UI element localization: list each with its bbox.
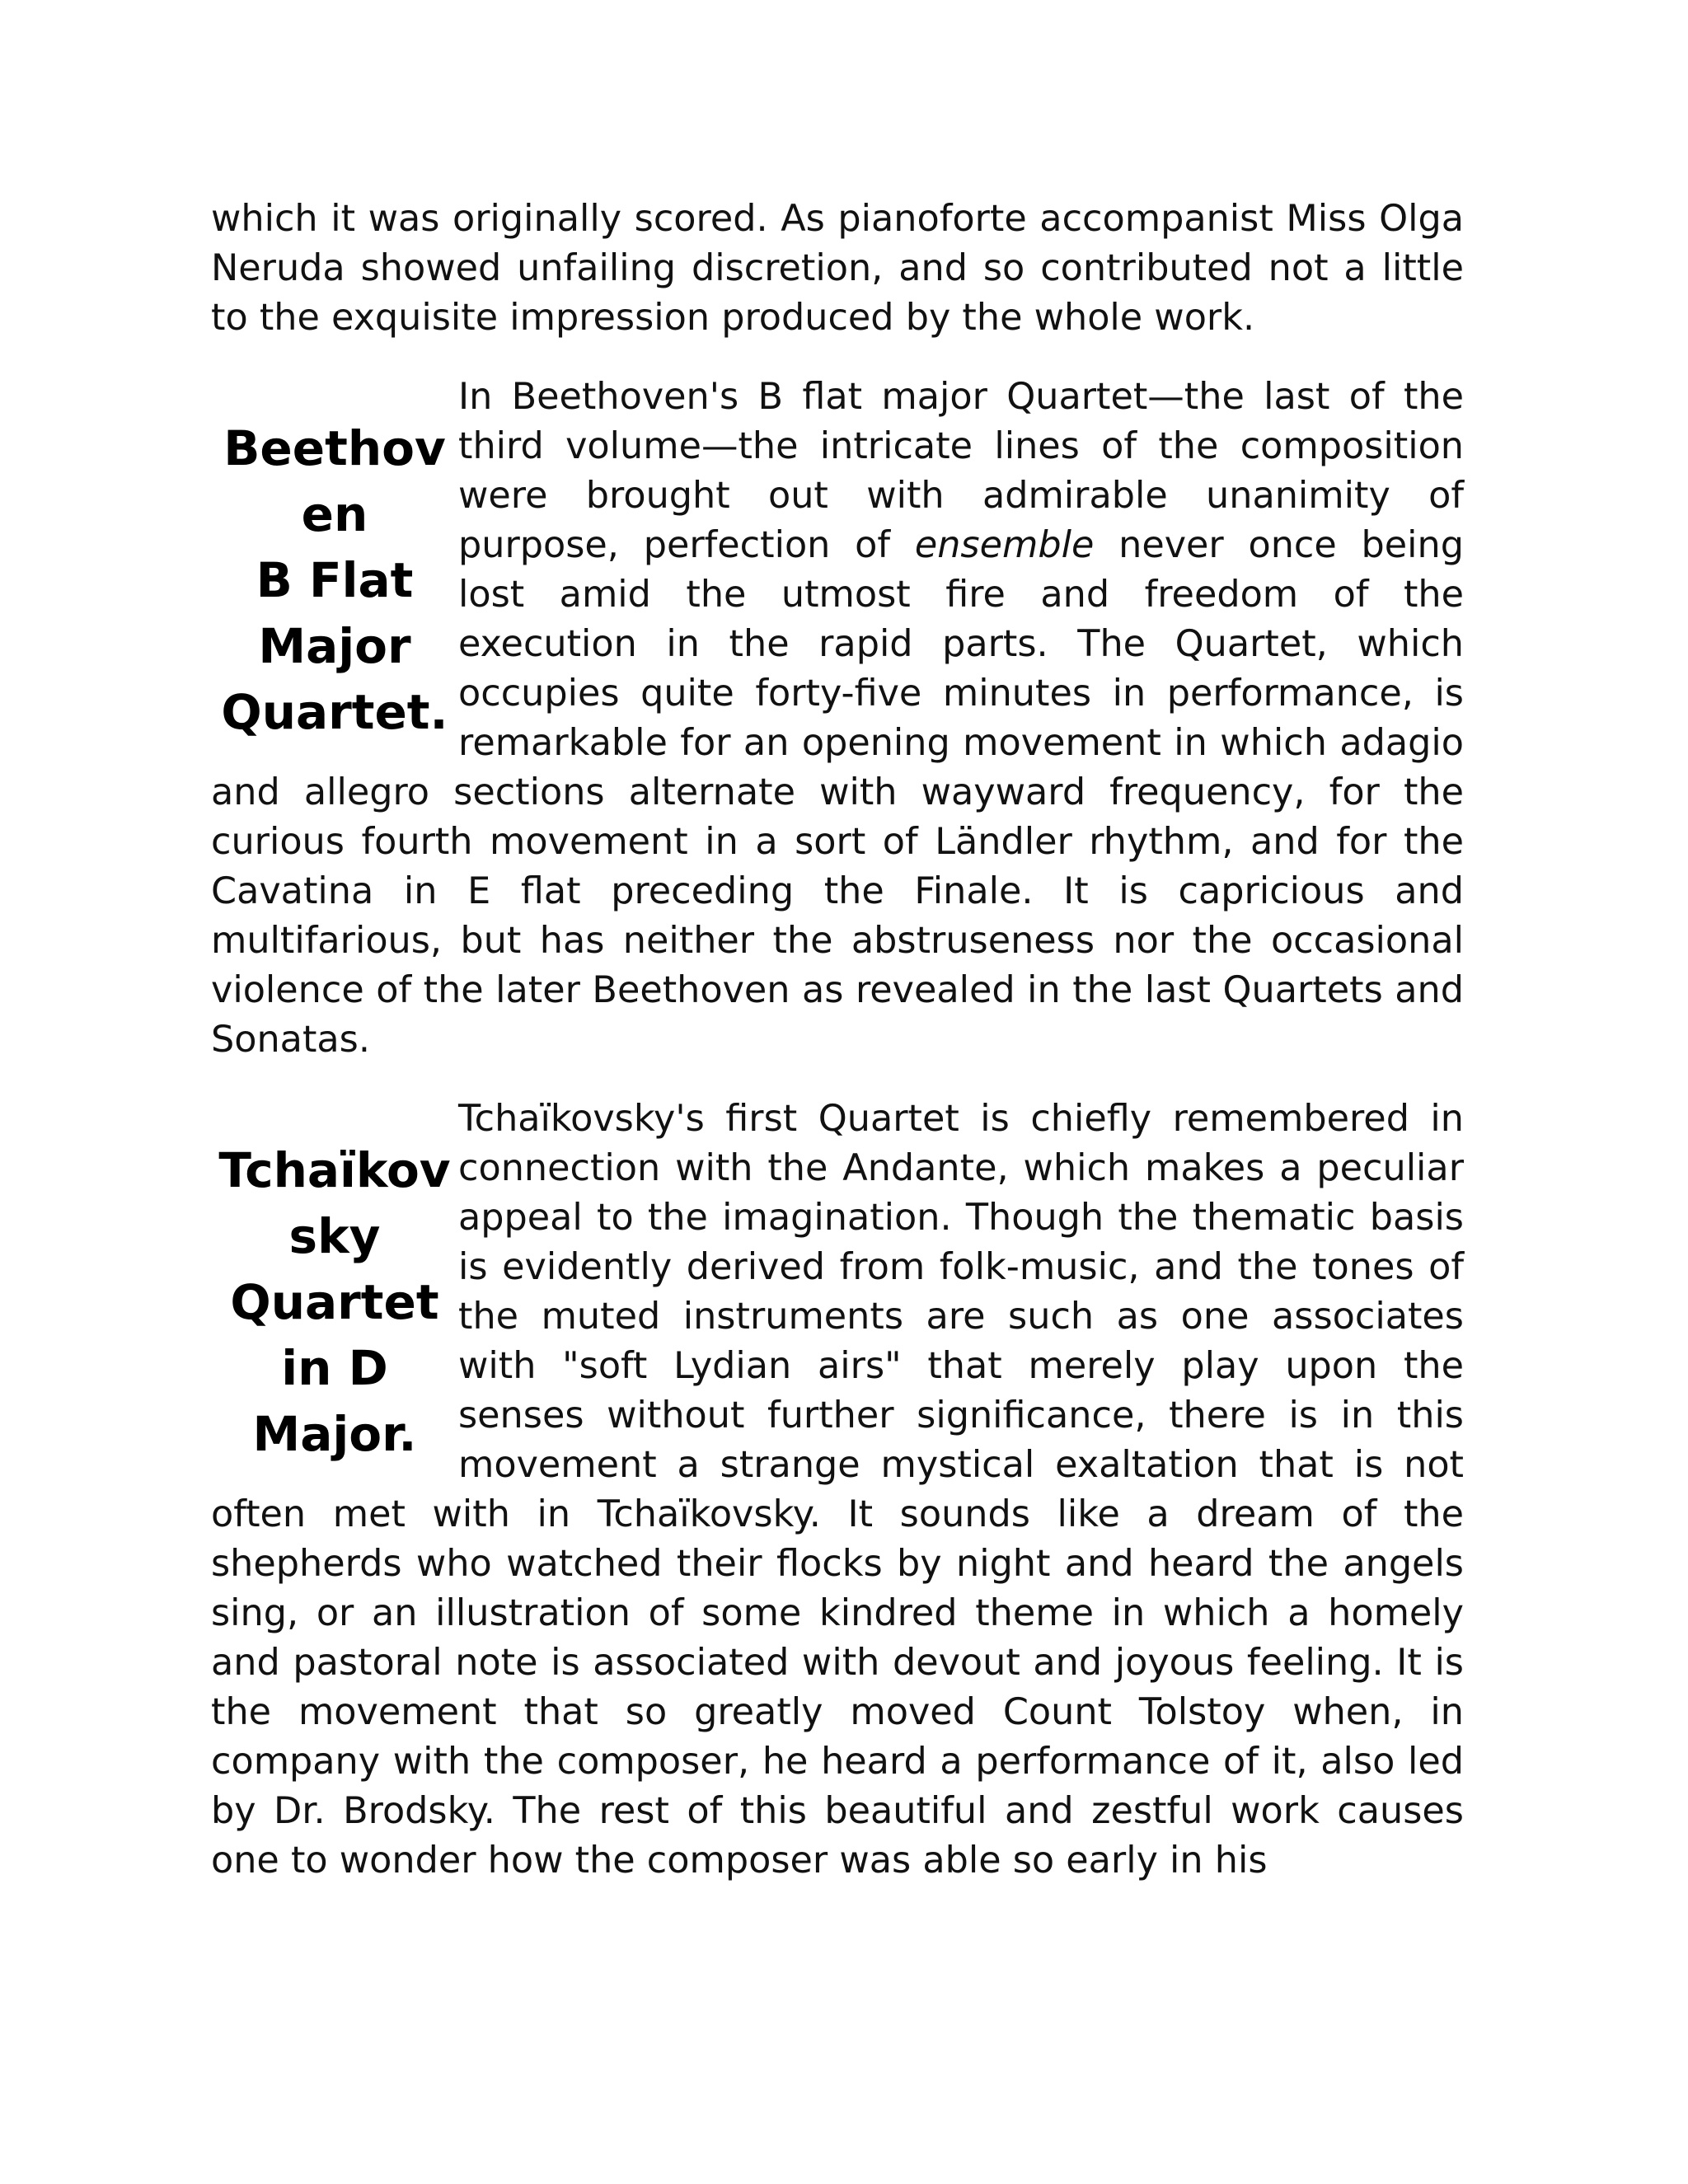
beethoven-text-part1: In Beethoven's B flat major Quartet—the last of the third volume—the intricate lines of the composition were brought out with admirable unanimity of purpose, perfection of <box>458 376 1464 566</box>
section-tchaikovsky <box>211 1094 1464 1886</box>
sidenote-beethoven <box>211 415 458 745</box>
beethoven-text-part2: never once being lost amid the utmost fire and freedom of the execution in the rapid parts. The Quartet, which occupies quite forty-five minutes in performance, is remarkable for an opening movement in which adagio and allegro sections alternate with wayward frequency, for the curious fourth movement in a sort of Ländler rhythm, and for the Cavatina in E flat preceding the Finale. It is capricious and multifarious, but has neither the abstruseness nor the occasional violence of the later Beethoven as revealed in the last Quartets and Sonatas. <box>211 524 1464 1061</box>
sidenote-line: Major <box>258 618 411 674</box>
sidenote-line: in D <box>281 1340 388 1396</box>
sidenote-line: B Flat <box>256 552 414 608</box>
opening-paragraph: which it was originally scored. As pianoforte accompanist Miss Olga Neruda showed unfailing discretion, and so contributed not a little to the exquisite impression produced by the whole work. <box>211 198 1464 339</box>
paragraph-gap <box>211 1065 1464 1094</box>
sidenote-line: Tchaïkovsky <box>218 1142 451 1264</box>
document-page <box>211 194 1464 1886</box>
sidenote-line: Major. <box>252 1406 417 1462</box>
tchaikovsky-paragraph: Tchaïkovsky's first Quartet is chiefly remembered in connection with the Andante, which makes a peculiar appeal to the imagination. Though the thematic basis is evidently derived from folk-music, and the tones of the muted instruments are such as one associates with "soft Lydian airs" that merely play upon the senses without further significance, there is in this movement a strange mystical exaltation that is not often met with in Tchaïkovsky. It sounds like a dream of the shepherds who watched their flocks by night and heard the angels sing, or an illustration of some kindred theme in which a homely and pastoral note is associated with devout and joyous feeling. It is the movement that so greatly moved Count Tolstoy when, in company with the composer, he heard a performance of it, also led by Dr. Brodsky. The rest of this beautiful and zestful work causes one to wonder how the composer was able so early in his <box>211 1098 1464 1882</box>
section-beethoven <box>211 373 1464 1065</box>
sidenote-line: Beethoven <box>223 420 446 542</box>
sidenote-tchaikovsky <box>211 1137 458 1467</box>
paragraph-gap <box>211 343 1464 373</box>
sidenote-line: Quartet <box>230 1274 439 1330</box>
ensemble-emphasis: ensemble <box>914 524 1095 566</box>
sidenote-line: Quartet. <box>221 684 448 740</box>
